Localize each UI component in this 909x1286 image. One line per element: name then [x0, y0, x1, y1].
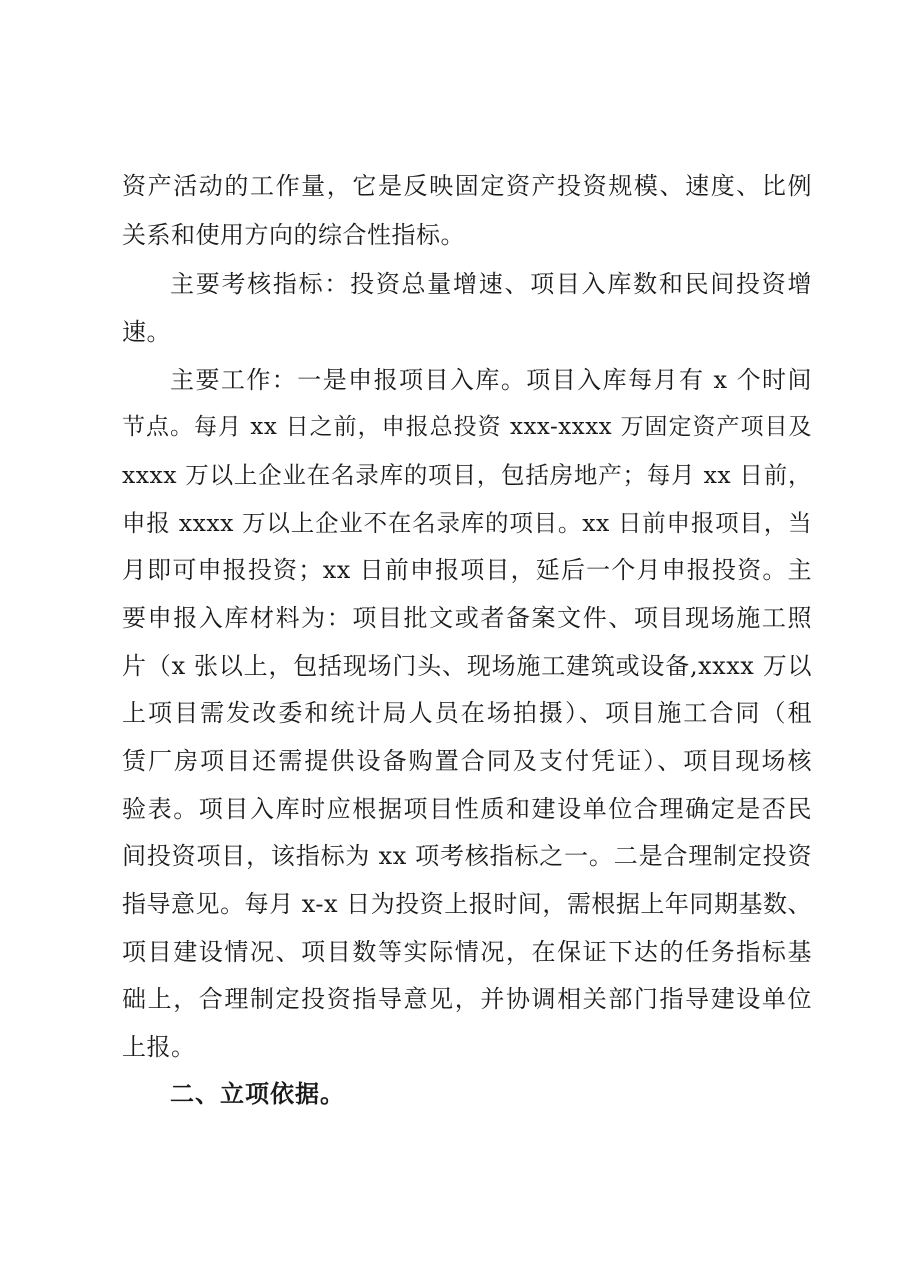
paragraph-3-line-1: 主要工作：一是申报项目入库。项目入库每月有 x 个时间 — [170, 366, 812, 394]
paragraph-3-line-8: 上项目需发改委和统计局人员在场拍摄）、项目施工合同（租 — [122, 699, 812, 727]
paragraph-1-line-1: 资产活动的工作量，它是反映固定资产投资规模、速度、比例 — [122, 172, 812, 200]
paragraph-3-line-12: 指导意见。每月 x-x 日为投资上报时间，需根据上年同期基数、 — [122, 890, 812, 918]
paragraph-3-line-6: 要申报入库材料为：项目批文或者备案文件、项目现场施工照 — [122, 604, 812, 632]
paragraph-3-line-13: 项目建设情况、项目数等实际情况，在保证下达的任务指标基 — [122, 938, 812, 966]
section-heading: 二、立项依据。 — [170, 1080, 345, 1108]
paragraph-3-line-2: 节点。每月 xx 日之前，申报总投资 xxx-xxxx 万固定资产项目及 — [122, 414, 812, 440]
paragraph-3-line-11: 间投资项目，该指标为 xx 项考核指标之一。二是合理制定投资 — [122, 842, 812, 870]
paragraph-3-line-14: 础上，合理制定投资指导意见，并协调相关部门指导建设单位 — [122, 985, 812, 1013]
paragraph-3-line-10: 验表。项目入库时应根据项目性质和建设单位合理确定是否民 — [122, 795, 812, 823]
paragraph-1-line-2: 关系和使用方向的综合性指标。 — [122, 221, 465, 249]
paragraph-3-line-3: xxxx 万以上企业在名录库的项目，包括房地产；每月 xx 日前， — [122, 461, 812, 489]
paragraph-3-line-7: 片（x 张以上，包括现场门头、现场施工建筑或设备,xxxx 万以 — [122, 652, 812, 680]
paragraph-2-line-2: 速。 — [122, 318, 171, 346]
paragraph-3-line-15: 上报。 — [122, 1033, 196, 1061]
paragraph-2-line-1: 主要考核指标：投资总量增速、项目入库数和民间投资增 — [170, 270, 812, 298]
paragraph-3-line-9: 赁厂房项目还需提供设备购置合同及支付凭证）、项目现场核 — [122, 747, 812, 775]
paragraph-3-line-4: 申报 xxxx 万以上企业不在名录库的项目。xx 日前申报项目，当 — [122, 509, 812, 537]
paragraph-3-line-5: 月即可申报投资；xx 日前申报项目，延后一个月申报投资。主 — [122, 556, 812, 584]
